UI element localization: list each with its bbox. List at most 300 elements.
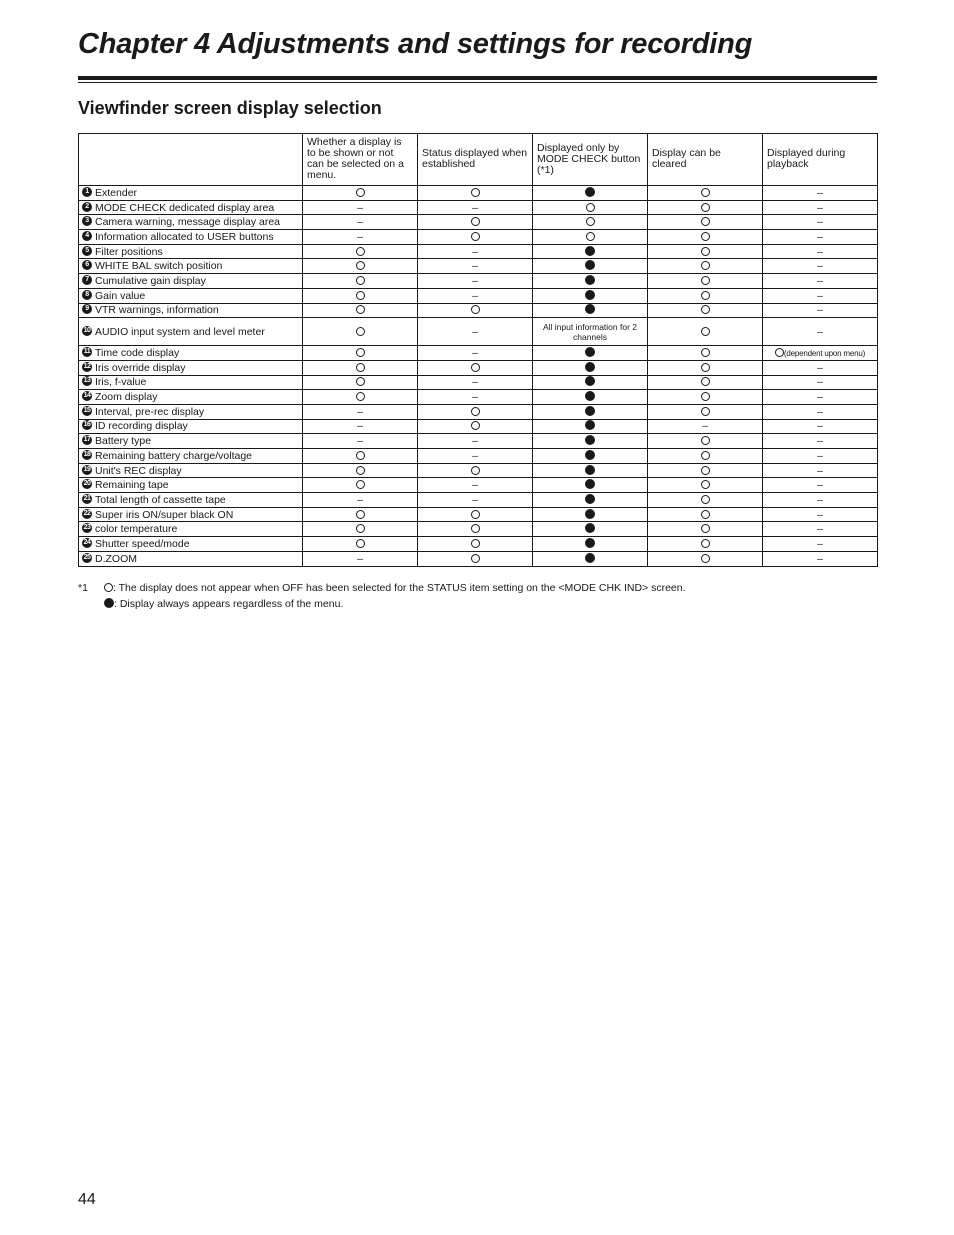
open-circle-icon [701, 495, 710, 504]
table-row [79, 375, 878, 390]
dash-mark: – [472, 274, 478, 287]
open-circle-icon [701, 510, 710, 519]
cell-mode-check-only [533, 449, 648, 464]
table-row [79, 493, 878, 508]
cell-selectable-on-menu [303, 375, 418, 390]
cell-mode-check-only [533, 419, 648, 434]
item-number-badge: 16 [83, 421, 91, 429]
cell-selectable-on-menu [303, 522, 418, 537]
filled-circle-icon [585, 523, 595, 533]
open-circle-icon [356, 466, 365, 475]
cell-mode-check-only [533, 259, 648, 274]
open-circle-icon [701, 188, 710, 197]
cell-mode-check-only [533, 463, 648, 478]
row-label-cell [79, 493, 303, 508]
row-label-cell [79, 186, 303, 201]
row-label-cell [79, 507, 303, 522]
header-during-playback: Displayed during playback [763, 134, 878, 186]
open-circle-icon [586, 232, 595, 241]
item-number-badge: 25 [83, 553, 91, 561]
table-row [79, 360, 878, 375]
cell-during-playback [763, 507, 878, 522]
row-label: Shutter speed/mode [95, 537, 190, 550]
dash-mark: – [472, 435, 478, 448]
open-circle-icon [356, 363, 365, 372]
row-label: Camera warning, message display area [95, 216, 281, 229]
cell-during-playback [763, 230, 878, 245]
table-row [79, 200, 878, 215]
cell-during-playback [763, 522, 878, 537]
cell-mode-check-only [533, 215, 648, 230]
cell-mode-check-only [533, 507, 648, 522]
row-label-cell [79, 551, 303, 566]
cell-status-when-established [418, 303, 533, 318]
open-circle-icon [701, 305, 710, 314]
item-number-badge: 22 [83, 509, 91, 517]
cell-during-playback [763, 449, 878, 464]
dash-mark: – [472, 245, 478, 258]
row-label-cell [79, 346, 303, 361]
cell-mode-check-only [533, 230, 648, 245]
open-circle-icon [701, 348, 710, 357]
cell-status-when-established [418, 507, 533, 522]
dash-mark: – [817, 201, 823, 214]
item-number-badge: 11 [83, 348, 91, 356]
cell-mode-check-only [533, 274, 648, 289]
cell-during-playback [763, 404, 878, 419]
dash-mark: – [817, 420, 823, 433]
cell-can-be-cleared [648, 274, 763, 289]
cell-during-playback [763, 318, 878, 346]
row-label: Gain value [95, 289, 146, 302]
filled-circle-icon [585, 538, 595, 548]
footnotes [78, 580, 686, 612]
row-label: Remaining tape [95, 479, 169, 492]
header-can-be-cleared: Display can be cleared [648, 134, 763, 186]
cell-during-playback [763, 360, 878, 375]
item-number-badge: 17 [83, 436, 91, 444]
row-label-cell [79, 419, 303, 434]
dash-mark: – [817, 274, 823, 287]
row-label-cell [79, 478, 303, 493]
cell-status-when-established [418, 493, 533, 508]
cell-status-when-established [418, 478, 533, 493]
open-circle-icon [701, 327, 710, 336]
cell-selectable-on-menu [303, 449, 418, 464]
cell-status-when-established [418, 244, 533, 259]
item-number-badge: 14 [83, 392, 91, 400]
cell-status-when-established [418, 463, 533, 478]
item-number-badge: 7 [82, 275, 92, 285]
cell-mode-check-only [533, 186, 648, 201]
cell-status-when-established [418, 551, 533, 566]
filled-circle-icon [585, 553, 595, 563]
row-label: MODE CHECK dedicated display area [95, 201, 275, 214]
cell-mode-check-only [533, 288, 648, 303]
table-row [79, 419, 878, 434]
cell-during-playback [763, 200, 878, 215]
open-circle-icon [701, 451, 710, 460]
item-number-badge: 20 [83, 480, 91, 488]
row-label: Time code display [95, 347, 180, 360]
open-circle-icon [775, 348, 784, 357]
cell-mode-check-only [533, 493, 648, 508]
filled-circle-icon [585, 260, 595, 270]
footnote-filled-circle [78, 596, 686, 612]
open-circle-icon [701, 407, 710, 416]
table-row [79, 537, 878, 552]
filled-circle-icon [585, 362, 595, 372]
item-number-badge: 10 [83, 326, 91, 334]
cell-selectable-on-menu [303, 390, 418, 405]
cell-selectable-on-menu [303, 230, 418, 245]
dash-mark: – [817, 260, 823, 273]
table-row [79, 404, 878, 419]
cell-selectable-on-menu [303, 493, 418, 508]
cell-during-playback [763, 463, 878, 478]
cell-mode-check-only [533, 346, 648, 361]
table-row [79, 449, 878, 464]
cell-can-be-cleared [648, 259, 763, 274]
dash-mark: – [472, 325, 478, 338]
cell-during-playback [763, 215, 878, 230]
dash-mark: – [702, 420, 708, 433]
row-label-cell [79, 463, 303, 478]
cell-during-playback [763, 274, 878, 289]
row-label-cell [79, 537, 303, 552]
row-label-cell [79, 375, 303, 390]
dash-mark: – [817, 325, 823, 338]
filled-circle-icon [585, 420, 595, 430]
item-number-badge: 5 [82, 246, 92, 256]
open-circle-icon [701, 363, 710, 372]
row-label: Iris override display [95, 361, 186, 374]
cell-selectable-on-menu [303, 551, 418, 566]
open-circle-icon [701, 466, 710, 475]
cell-status-when-established [418, 318, 533, 346]
open-circle-icon [356, 539, 365, 548]
open-circle-icon [471, 524, 480, 533]
cell-can-be-cleared [648, 390, 763, 405]
cell-selectable-on-menu [303, 288, 418, 303]
row-label: Super iris ON/super black ON [95, 508, 234, 521]
cell-during-playback [763, 375, 878, 390]
item-number-badge: 8 [82, 290, 92, 300]
cell-status-when-established [418, 419, 533, 434]
open-circle-icon [356, 247, 365, 256]
dash-mark: – [472, 449, 478, 462]
cell-can-be-cleared [648, 551, 763, 566]
cell-status-when-established [418, 274, 533, 289]
row-label: Total length of cassette tape [95, 493, 226, 506]
filled-circle-icon [585, 450, 595, 460]
filled-circle-icon [585, 304, 595, 314]
open-circle-icon [356, 291, 365, 300]
open-circle-icon [356, 188, 365, 197]
table-row [79, 346, 878, 361]
dash-mark: – [817, 552, 823, 565]
dash-mark: – [817, 449, 823, 462]
item-number-badge: 24 [83, 538, 91, 546]
row-label-cell [79, 522, 303, 537]
table-row [79, 244, 878, 259]
row-label-cell [79, 244, 303, 259]
item-number-badge: 15 [83, 406, 91, 414]
table-row [79, 551, 878, 566]
dash-mark: – [357, 230, 363, 243]
row-label: Unit's REC display [95, 464, 182, 477]
cell-selectable-on-menu [303, 404, 418, 419]
cell-mode-check-only [533, 551, 648, 566]
cell-during-playback [763, 186, 878, 201]
row-label: Filter positions [95, 245, 163, 258]
cell-status-when-established [418, 186, 533, 201]
open-circle-icon [471, 305, 480, 314]
cell-can-be-cleared [648, 200, 763, 215]
open-circle-icon [701, 291, 710, 300]
display-selection-table [78, 133, 878, 567]
dash-mark: – [472, 493, 478, 506]
row-label: Iris, f-value [95, 376, 147, 389]
open-circle-icon [701, 539, 710, 548]
dash-mark: – [472, 289, 478, 302]
cell-mode-check-only [533, 200, 648, 215]
open-circle-icon [701, 524, 710, 533]
row-label-cell [79, 215, 303, 230]
table-row [79, 303, 878, 318]
cell-status-when-established [418, 522, 533, 537]
dash-mark: – [817, 523, 823, 536]
item-number-badge: 13 [83, 377, 91, 385]
filled-circle-icon [585, 465, 595, 475]
cell-can-be-cleared [648, 434, 763, 449]
row-label: Extender [95, 186, 138, 199]
dash-mark: – [472, 391, 478, 404]
open-circle-icon [471, 510, 480, 519]
item-number-badge: 23 [83, 524, 91, 532]
open-circle-icon [701, 377, 710, 386]
item-number-badge: 9 [82, 304, 92, 314]
open-circle-icon [471, 217, 480, 226]
table-row [79, 434, 878, 449]
open-circle-icon [471, 188, 480, 197]
cell-status-when-established [418, 288, 533, 303]
cell-can-be-cleared [648, 303, 763, 318]
row-label-cell [79, 434, 303, 449]
cell-mode-check-only [533, 522, 648, 537]
cell-selectable-on-menu [303, 346, 418, 361]
item-number-badge: 4 [82, 231, 92, 241]
footnote-open-circle [78, 580, 686, 596]
open-circle-icon [471, 554, 480, 563]
dash-mark: – [357, 420, 363, 433]
filled-circle-icon [585, 494, 595, 504]
filled-circle-icon [585, 509, 595, 519]
cell-mode-check-only [533, 537, 648, 552]
row-label-cell [79, 360, 303, 375]
item-number-badge: 18 [83, 450, 91, 458]
table-row [79, 215, 878, 230]
open-circle-icon [701, 232, 710, 241]
open-circle-icon [701, 276, 710, 285]
footnote-open-text: : The display does not appear when OFF has been selected for the STATUS item setting on the <MODE CHK IND> screen. [113, 582, 686, 594]
row-label: AUDIO input system and level meter [95, 325, 265, 338]
row-label: WHITE BAL switch position [95, 260, 223, 273]
cell-mode-check-only [533, 303, 648, 318]
dash-mark: – [817, 479, 823, 492]
cell-during-playback [763, 537, 878, 552]
row-label: ID recording display [95, 420, 188, 433]
row-label-cell [79, 404, 303, 419]
open-circle-icon [356, 276, 365, 285]
cell-can-be-cleared [648, 522, 763, 537]
cell-status-when-established [418, 537, 533, 552]
row-label-cell [79, 449, 303, 464]
cell-mode-check-only [533, 404, 648, 419]
filled-circle-icon [585, 376, 595, 386]
table-row [79, 507, 878, 522]
dash-mark: – [817, 361, 823, 374]
cell-mode-check-only [533, 375, 648, 390]
open-circle-icon [701, 554, 710, 563]
cell-during-playback [763, 288, 878, 303]
row-label: color temperature [95, 523, 178, 536]
cell-can-be-cleared [648, 215, 763, 230]
filled-circle-icon [585, 187, 595, 197]
cell-can-be-cleared [648, 375, 763, 390]
cell-text: All input information for 2 channels [542, 321, 638, 342]
cell-status-when-established [418, 404, 533, 419]
row-label-cell [79, 288, 303, 303]
open-circle-icon [701, 203, 710, 212]
dash-mark: – [817, 435, 823, 448]
cell-status-when-established [418, 346, 533, 361]
open-circle-icon [471, 421, 480, 430]
table-header-row [79, 134, 878, 186]
cell-can-be-cleared [648, 493, 763, 508]
cell-can-be-cleared [648, 507, 763, 522]
cell-can-be-cleared [648, 463, 763, 478]
chapter-title: Chapter 4 Adjustments and settings for recording [78, 28, 753, 60]
cell-selectable-on-menu [303, 186, 418, 201]
table-body [79, 186, 878, 567]
open-circle-icon [701, 392, 710, 401]
cell-selectable-on-menu [303, 360, 418, 375]
open-circle-icon [701, 480, 710, 489]
row-label: Remaining battery charge/voltage [95, 449, 253, 462]
dash-mark: – [817, 245, 823, 258]
dash-mark: – [817, 391, 823, 404]
header-selectable-on-menu: Whether a display is to be shown or not can be selected on a menu. [303, 134, 418, 186]
cell-status-when-established [418, 375, 533, 390]
cell-can-be-cleared [648, 404, 763, 419]
open-circle-icon [471, 466, 480, 475]
open-circle-icon [356, 327, 365, 336]
cell-can-be-cleared [648, 244, 763, 259]
filled-circle-icon [104, 598, 114, 608]
row-label: Zoom display [95, 391, 158, 404]
cell-can-be-cleared [648, 318, 763, 346]
dash-mark: – [817, 289, 823, 302]
footnote-ref: *1 [78, 582, 88, 594]
dash-mark: – [817, 186, 823, 199]
cell-selectable-on-menu [303, 434, 418, 449]
table-row [79, 522, 878, 537]
cell-during-playback [763, 478, 878, 493]
open-circle-icon [356, 451, 365, 460]
cell-status-when-established [418, 200, 533, 215]
header-status-when-established: Status displayed when established [418, 134, 533, 186]
item-number-badge: 3 [82, 216, 92, 226]
cell-selectable-on-menu [303, 463, 418, 478]
open-circle-icon [356, 510, 365, 519]
cell-can-be-cleared [648, 449, 763, 464]
open-circle-icon [701, 217, 710, 226]
open-circle-icon [586, 217, 595, 226]
cell-status-when-established [418, 360, 533, 375]
open-circle-icon [701, 247, 710, 256]
filled-circle-icon [585, 275, 595, 285]
filled-circle-icon [585, 435, 595, 445]
filled-circle-icon [585, 290, 595, 300]
filled-circle-icon [585, 391, 595, 401]
item-number-badge: 1 [82, 187, 92, 197]
filled-circle-icon [585, 246, 595, 256]
cell-status-when-established [418, 230, 533, 245]
cell-selectable-on-menu [303, 259, 418, 274]
open-circle-icon [586, 203, 595, 212]
cell-status-when-established [418, 434, 533, 449]
cell-during-playback [763, 434, 878, 449]
row-label: Interval, pre-rec display [95, 405, 205, 418]
row-label-cell [79, 259, 303, 274]
cell-during-playback [763, 346, 878, 361]
open-circle-icon [356, 524, 365, 533]
cell-can-be-cleared [648, 288, 763, 303]
dash-mark: – [472, 376, 478, 389]
dash-mark: – [357, 435, 363, 448]
cell-selectable-on-menu [303, 274, 418, 289]
dash-mark: – [472, 347, 478, 360]
open-circle-icon [471, 232, 480, 241]
dash-mark: – [472, 479, 478, 492]
header-blank [79, 134, 303, 186]
table-row [79, 318, 878, 346]
table-row [79, 478, 878, 493]
cell-status-when-established [418, 449, 533, 464]
page-number: 44 [78, 1191, 96, 1208]
open-circle-icon [471, 539, 480, 548]
cell-selectable-on-menu [303, 419, 418, 434]
dash-mark: – [817, 493, 823, 506]
open-circle-icon [356, 392, 365, 401]
cell-during-playback [763, 303, 878, 318]
cell-during-playback [763, 419, 878, 434]
item-number-badge: 2 [82, 202, 92, 212]
cell-selectable-on-menu [303, 303, 418, 318]
cell-mode-check-only [533, 478, 648, 493]
dash-mark: – [472, 201, 478, 214]
cell-selectable-on-menu [303, 318, 418, 346]
cell-during-playback [763, 390, 878, 405]
table-row [79, 259, 878, 274]
dash-mark: – [357, 216, 363, 229]
open-circle-icon [356, 480, 365, 489]
cell-can-be-cleared [648, 478, 763, 493]
cell-can-be-cleared [648, 537, 763, 552]
open-circle-icon [356, 377, 365, 386]
row-label-cell [79, 390, 303, 405]
